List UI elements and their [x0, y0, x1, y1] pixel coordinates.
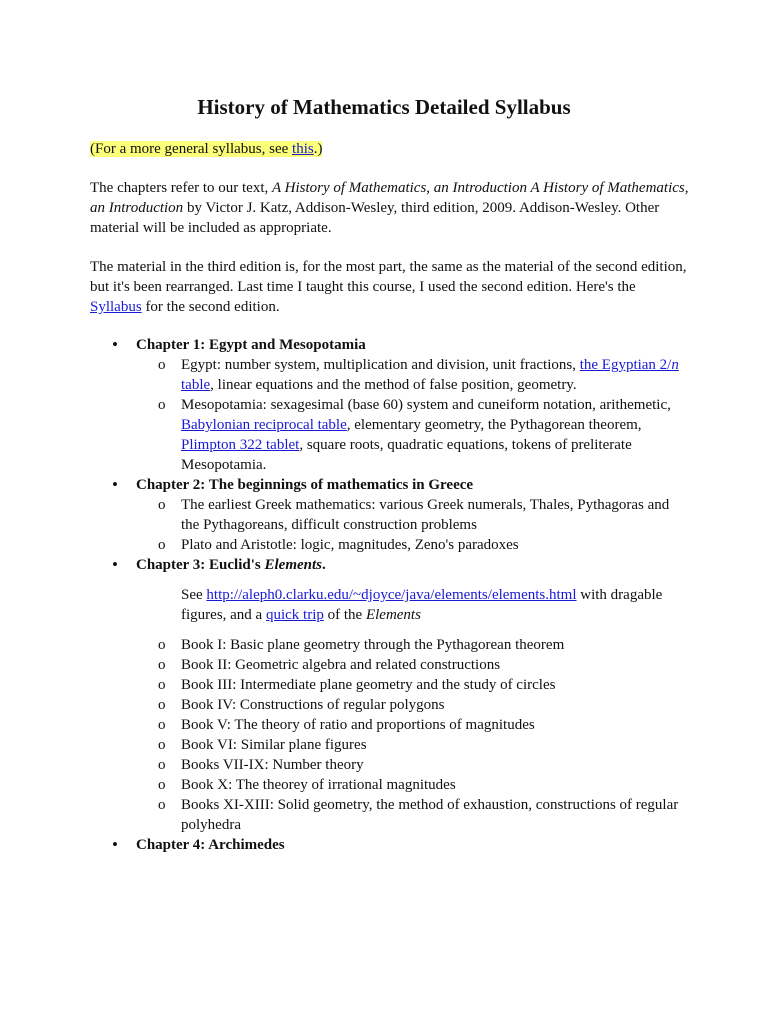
chapter-3-title — [136, 555, 690, 575]
see-text: with dragable figures, and a — [181, 587, 663, 623]
babylonian-table-link[interactable]: Babylonian reciprocal table — [181, 417, 347, 433]
book-item: o Books VII-IX: Number theory — [136, 755, 690, 775]
chapter-2-topics — [136, 495, 690, 555]
note-prefix: (For a more general syllabus, see — [90, 141, 293, 157]
intro1-text2: by Victor J. Katz, Addison-Wesley, third edition, 2009. Addison-Wesley. Other material will be included as appropriate. — [90, 200, 660, 236]
chapter-1 — [90, 335, 690, 475]
chapter-1-title: • Chapter 1: Egypt and Mesopotamia — [136, 337, 366, 353]
intro-paragraph-textbook — [90, 178, 690, 238]
link-text: table — [181, 377, 211, 393]
note-suffix: .) — [313, 141, 323, 157]
book-item: o Book II: Geometric algebra and related constructions — [136, 655, 690, 675]
elements-resources — [136, 585, 690, 625]
plimpton-link[interactable]: Plimpton 322 tablet — [181, 437, 300, 453]
topic-text: , elementary geometry, the Pythagorean theorem, — [346, 417, 642, 433]
topic-text: , square roots, quadratic equations, tokens of preliterate Mesopotamia. — [181, 437, 632, 473]
topic-mesopotamia — [136, 395, 690, 475]
book-item: o Book X: The theorey of irrational magnitudes — [136, 775, 690, 795]
intro2-text2: for the second edition. — [141, 299, 280, 315]
see-text: of the — [323, 607, 366, 623]
topic-egypt — [136, 355, 690, 395]
topic-item: o Plato and Aristotle: logic, magnitudes, Zeno's paradoxes — [136, 535, 690, 555]
title-text: Chapter 3: Euclid's — [136, 557, 265, 573]
topic-item: o The earliest Greek mathematics: various Greek numerals, Thales, Pythagoras and the Pythagoreans, difficult construction problems — [136, 495, 690, 535]
quick-trip-link[interactable]: quick trip — [265, 607, 324, 623]
book-item: o Book V: The theory of ratio and proportions of magnitudes — [136, 715, 690, 735]
chapter-3-books — [136, 635, 690, 835]
second-edition-syllabus-link[interactable]: Syllabus — [90, 299, 142, 315]
highlighted-note — [90, 141, 322, 157]
chapter-4 — [90, 835, 690, 855]
textbook-title: A History of Mathematics, an Introduction A History of Mathematics, an Introduction — [90, 180, 689, 216]
link-italic: n — [671, 357, 679, 373]
elements-url-link[interactable]: http://aleph0.clarku.edu/~djoyce/java/elements/elements.html — [206, 587, 577, 603]
chapter-3 — [90, 555, 690, 835]
page-title: History of Mathematics Detailed Syllabus — [197, 95, 571, 119]
book-item: o Book III: Intermediate plane geometry and the study of circles — [136, 675, 690, 695]
intro2-text1: The material in the third edition is, for the most part, the same as the material of the second edition, but it's been rearranged. Last time I taught this course, I used the second edition. Here's the — [90, 259, 687, 295]
see-italic: Elements — [365, 607, 421, 623]
general-syllabus-note — [90, 139, 690, 159]
topic-text: Egypt: number system, multiplication and division, unit fractions, — [181, 357, 580, 373]
title-text: . — [322, 557, 326, 573]
book-item: o Book I: Basic plane geometry through the Pythagorean theorem — [136, 635, 690, 655]
see-text: See — [181, 587, 207, 603]
title-italic: Elements — [264, 557, 323, 573]
chapter-2 — [90, 475, 690, 555]
book-item: o Book IV: Constructions of regular polygons — [136, 695, 690, 715]
book-item: o Book VI: Similar plane figures — [136, 735, 690, 755]
chapter-list — [90, 335, 690, 855]
link-text: the Egyptian 2/ — [579, 357, 672, 373]
book-item: o Books XI-XIII: Solid geometry, the method of exhaustion, constructions of regular polyhedra — [136, 795, 690, 835]
topic-text: Mesopotamia: sexagesimal (base 60) system and cuneiform notation, arithemetic, — [181, 397, 671, 413]
intro-paragraph-editions — [90, 257, 690, 317]
general-syllabus-link[interactable]: this — [292, 141, 314, 157]
topic-text: , linear equations and the method of false position, geometry. — [210, 377, 577, 393]
chapter-2-title: • Chapter 2: The beginnings of mathematics in Greece — [136, 477, 474, 493]
chapter-4-title: • Chapter 4: Archimedes — [136, 837, 285, 853]
chapter-1-topics — [136, 355, 690, 475]
intro1-text1: The chapters refer to our text, — [90, 180, 272, 196]
